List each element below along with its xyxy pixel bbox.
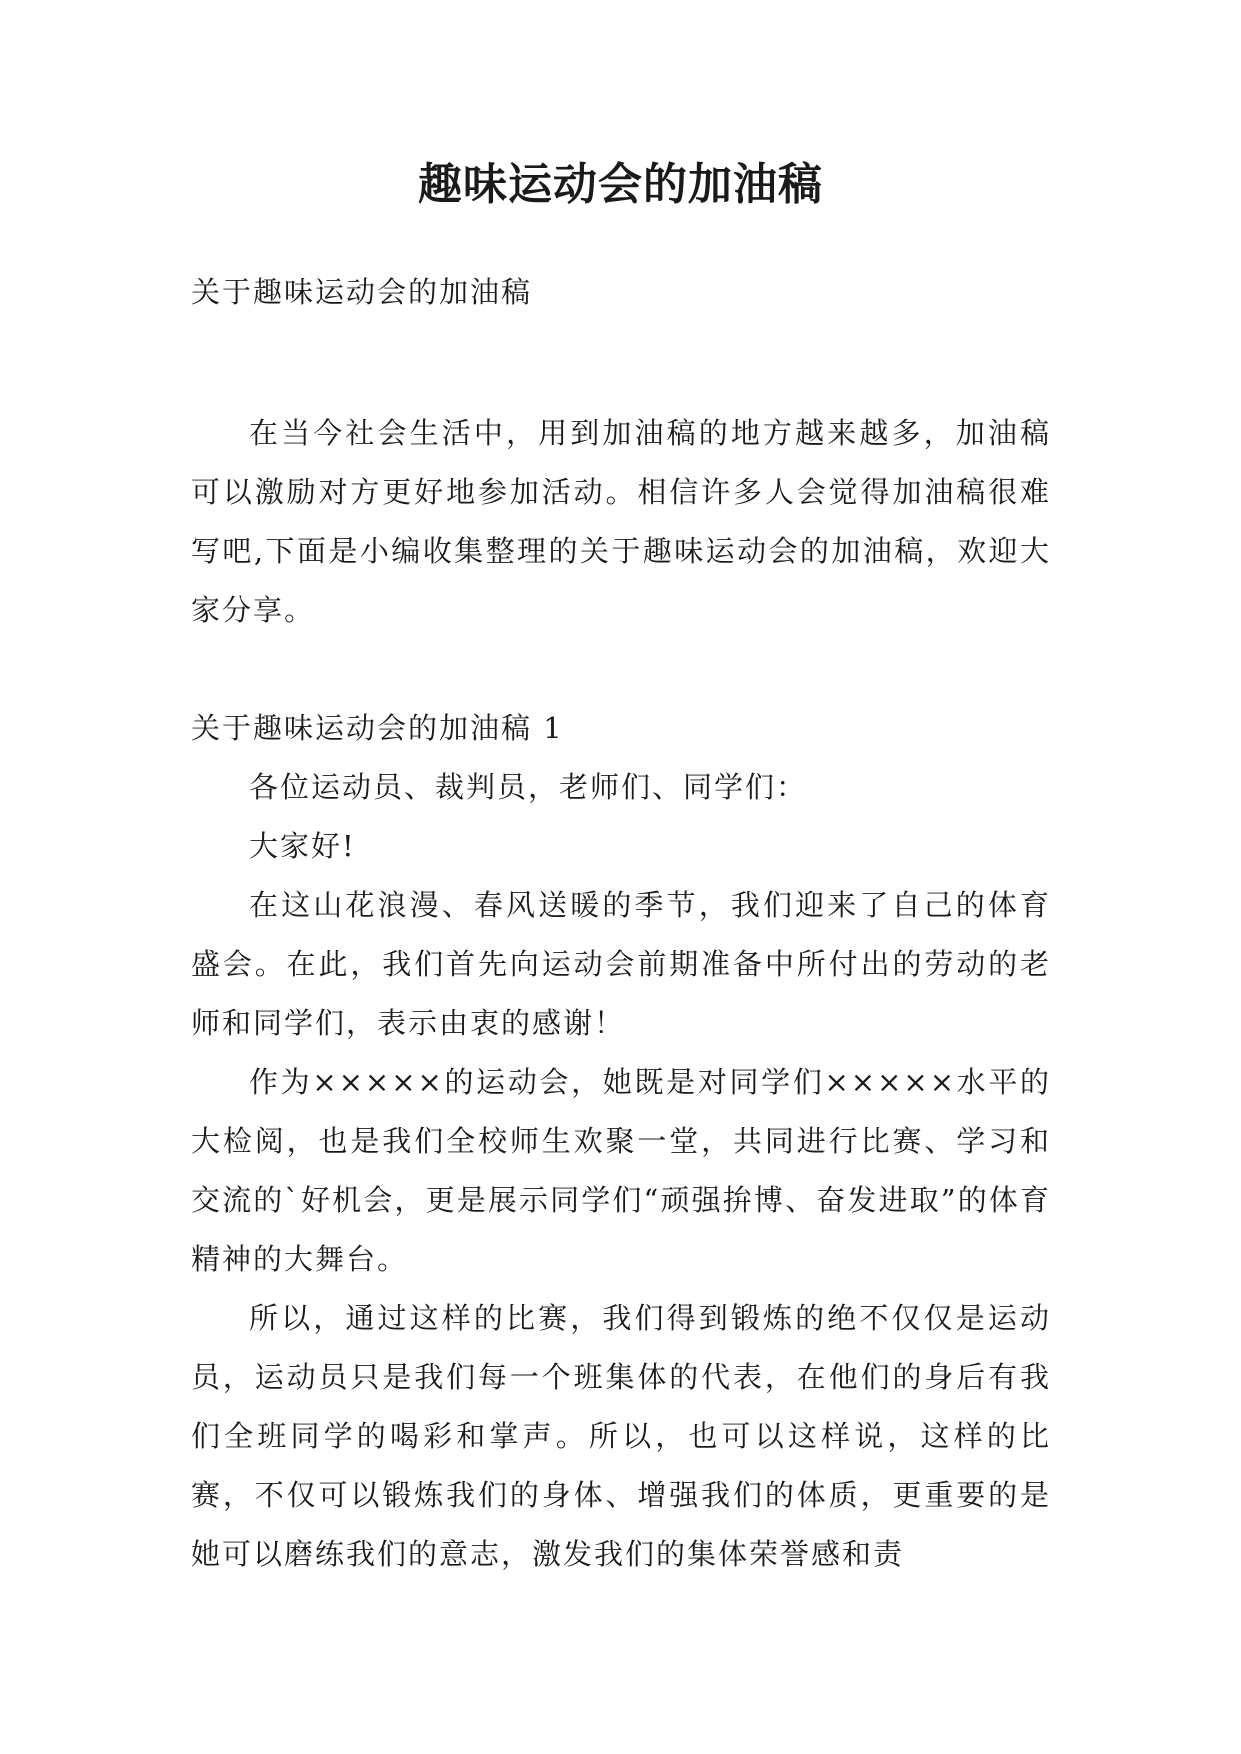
paragraph-purpose: 作为×××××的运动会，她既是对同学们×××××水平的大检阅，也是我们全校师生欢聚一堂，共同进行比赛、学习和交流的`好机会，更是展示同学们“顽强拚博、奋发进取”的体育精神的大舞台。 [191,1065,1051,1276]
paragraph-significance: 所以，通过这样的比赛，我们得到锻炼的绝不仅仅是运动员，运动员只是我们每一个班集体的代表，在他们的身后有我们全班同学的喝彩和掌声。所以，也可以这样说，这样的比赛，不仅可以锻炼我们的身体、增强我们的体质，更重要的是她可以磨练我们的意志，激发我们的集体荣誉感和责 [191,1301,1051,1571]
document-subtitle: 关于趣味运动会的加油稿 [191,275,533,309]
document-title: 趣味运动会的加油稿 [418,159,823,210]
section-1 [191,699,1051,1584]
paragraph-greeting-audience: 各位运动员、裁判员，老师们、同学们： [249,770,808,804]
paragraph-hello: 大家好! [249,829,356,863]
section-heading: 关于趣味运动会的加油稿 1 [191,711,564,745]
paragraph-thanks: 在这山花浪漫、春风送暖的季节，我们迎来了自己的体育盛会。在此，我们首先向运动会前期准备中所付出的劳动的老师和同学们，表示由衷的感谢！ [191,888,1051,1040]
intro-paragraph: 在当今社会生活中，用到加油稿的地方越来越多，加油稿可以激励对方更好地参加活动。相信许多人会觉得加油稿很难写吧,下面是小编收集整理的关于趣味运动会的加油稿，欢迎大家分享。 [191,416,1051,627]
